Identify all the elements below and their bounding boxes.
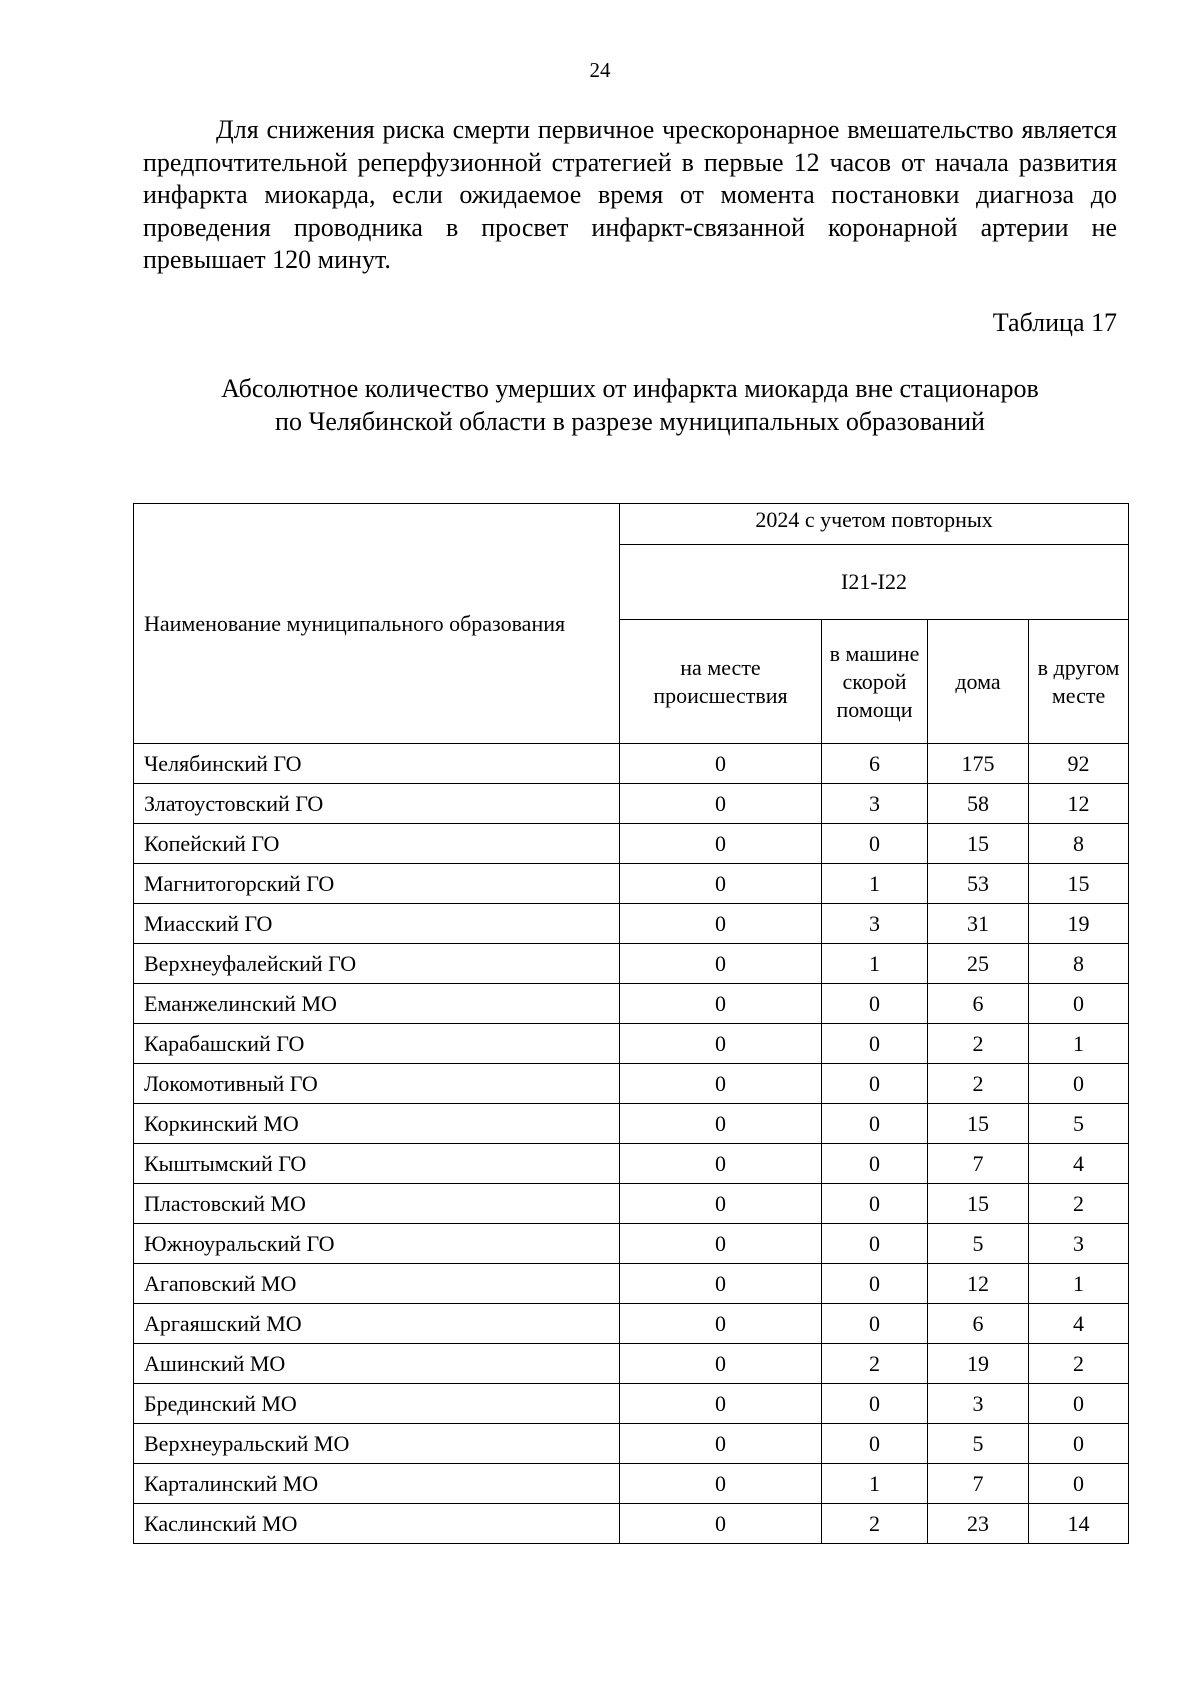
municipality-name: Пластовский МО: [134, 1184, 620, 1224]
cell-ambulance: 1: [822, 1464, 928, 1504]
cell-home: 53: [928, 864, 1029, 904]
cell-other-place: 14: [1029, 1504, 1129, 1544]
cell-home: 15: [928, 1184, 1029, 1224]
cell-other-place: 5: [1029, 1104, 1129, 1144]
table-title-line-2: по Челябинской области в разрезе муниципальных образований: [275, 407, 985, 436]
municipality-name: Карталинский МО: [134, 1464, 620, 1504]
cell-ambulance: 1: [822, 864, 928, 904]
cell-home: 15: [928, 1104, 1029, 1144]
table-row: [134, 1304, 1129, 1344]
table-row: [134, 1224, 1129, 1264]
cell-on-site: 0: [620, 944, 822, 984]
municipality-name: Верхнеуфалейский ГО: [134, 944, 620, 984]
cell-other-place: 4: [1029, 1144, 1129, 1184]
cell-home: 2: [928, 1064, 1029, 1104]
municipality-name: Аргаяшский МО: [134, 1304, 620, 1344]
municipality-name: Еманжелинский МО: [134, 984, 620, 1024]
municipality-name: Миасский ГО: [134, 904, 620, 944]
table-row: [134, 1184, 1129, 1224]
table-body: [134, 744, 1129, 1544]
cell-on-site: 0: [620, 1224, 822, 1264]
cell-home: 7: [928, 1464, 1029, 1504]
cell-on-site: 0: [620, 1384, 822, 1424]
cell-on-site: 0: [620, 1024, 822, 1064]
cell-on-site: 0: [620, 784, 822, 824]
cell-home: 7: [928, 1144, 1029, 1184]
municipality-name: Каслинский МО: [134, 1504, 620, 1544]
cell-ambulance: 2: [822, 1504, 928, 1544]
cell-ambulance: 0: [822, 824, 928, 864]
cell-ambulance: 0: [822, 1264, 928, 1304]
table-row: [134, 1504, 1129, 1544]
header-other-place: в другом месте: [1029, 620, 1129, 744]
cell-ambulance: 3: [822, 904, 928, 944]
table-row: [134, 784, 1129, 824]
cell-home: 15: [928, 824, 1029, 864]
header-ambulance: в машине скорой помощи: [822, 620, 928, 744]
cell-home: 58: [928, 784, 1029, 824]
municipality-name: Брединский МО: [134, 1384, 620, 1424]
table-row: [134, 1024, 1129, 1064]
cell-ambulance: 6: [822, 744, 928, 784]
cell-ambulance: 0: [822, 1064, 928, 1104]
cell-ambulance: 1: [822, 944, 928, 984]
cell-ambulance: 0: [822, 1304, 928, 1344]
municipality-name: Златоустовский ГО: [134, 784, 620, 824]
cell-other-place: 4: [1029, 1304, 1129, 1344]
cell-other-place: 92: [1029, 744, 1129, 784]
municipality-name: Кыштымский ГО: [134, 1144, 620, 1184]
municipality-name: Челябинский ГО: [134, 744, 620, 784]
cell-on-site: 0: [620, 1264, 822, 1304]
header-icd-code: I21-I22: [620, 545, 1129, 620]
header-home: дома: [928, 620, 1029, 744]
cell-other-place: 19: [1029, 904, 1129, 944]
cell-other-place: 0: [1029, 1424, 1129, 1464]
table-row: [134, 1344, 1129, 1384]
cell-other-place: 1: [1029, 1024, 1129, 1064]
cell-on-site: 0: [620, 1144, 822, 1184]
cell-other-place: 2: [1029, 1344, 1129, 1384]
cell-home: 25: [928, 944, 1029, 984]
mortality-table: [133, 503, 1129, 1544]
cell-on-site: 0: [620, 1424, 822, 1464]
municipality-name: Магнитогорский ГО: [134, 864, 620, 904]
table-row: [134, 1264, 1129, 1304]
table-label: Таблица 17: [992, 308, 1117, 337]
cell-ambulance: 0: [822, 1184, 928, 1224]
table-row: [134, 1064, 1129, 1104]
table-row: [134, 1384, 1129, 1424]
cell-ambulance: 0: [822, 1224, 928, 1264]
table-row: [134, 1144, 1129, 1184]
header-on-site: на месте происшествия: [620, 620, 822, 744]
cell-ambulance: 0: [822, 984, 928, 1024]
table-row: [134, 744, 1129, 784]
cell-home: 19: [928, 1344, 1029, 1384]
table-row: [134, 1104, 1129, 1144]
cell-home: 23: [928, 1504, 1029, 1544]
cell-home: 5: [928, 1224, 1029, 1264]
cell-ambulance: 0: [822, 1024, 928, 1064]
cell-ambulance: 0: [822, 1424, 928, 1464]
cell-ambulance: 2: [822, 1344, 928, 1384]
cell-on-site: 0: [620, 1304, 822, 1344]
cell-other-place: 12: [1029, 784, 1129, 824]
cell-on-site: 0: [620, 1464, 822, 1504]
header-row-year: [134, 504, 1129, 545]
cell-other-place: 8: [1029, 944, 1129, 984]
cell-ambulance: 0: [822, 1104, 928, 1144]
table-row: [134, 944, 1129, 984]
cell-home: 6: [928, 984, 1029, 1024]
cell-on-site: 0: [620, 1064, 822, 1104]
table-row: [134, 1424, 1129, 1464]
table-row: [134, 904, 1129, 944]
cell-home: 31: [928, 904, 1029, 944]
municipality-name: Копейский ГО: [134, 824, 620, 864]
cell-home: 12: [928, 1264, 1029, 1304]
municipality-name: Локомотивный ГО: [134, 1064, 620, 1104]
intro-paragraph: Для снижения риска смерти первичное чрескоронарное вмешательство является предпочтительной реперфузионной стратегией в первые 12 часов от начала развития инфаркта миокарда, если ожидаемое время от момента постановки диагноза до проведения проводника в просвет инфаркт-связанной коронарной артерии не превышает 120 минут.: [143, 115, 1117, 274]
cell-other-place: 3: [1029, 1224, 1129, 1264]
cell-home: 3: [928, 1384, 1029, 1424]
cell-on-site: 0: [620, 904, 822, 944]
cell-home: 175: [928, 744, 1029, 784]
municipality-name: Коркинский МО: [134, 1104, 620, 1144]
table-title: [143, 372, 1117, 438]
cell-other-place: 0: [1029, 1064, 1129, 1104]
table-title-line-1: Абсолютное количество умерших от инфаркта миокарда вне стационаров: [221, 374, 1039, 403]
cell-other-place: 15: [1029, 864, 1129, 904]
cell-on-site: 0: [620, 1504, 822, 1544]
municipality-name: Карабашский ГО: [134, 1024, 620, 1064]
cell-ambulance: 0: [822, 1144, 928, 1184]
cell-ambulance: 3: [822, 784, 928, 824]
municipality-name: Ашинский МО: [134, 1344, 620, 1384]
cell-home: 2: [928, 1024, 1029, 1064]
cell-on-site: 0: [620, 824, 822, 864]
cell-home: 6: [928, 1304, 1029, 1344]
cell-other-place: 0: [1029, 1464, 1129, 1504]
cell-other-place: 0: [1029, 1384, 1129, 1424]
header-year-group: 2024 с учетом повторных: [620, 504, 1129, 545]
cell-home: 5: [928, 1424, 1029, 1464]
cell-on-site: 0: [620, 1184, 822, 1224]
cell-other-place: 0: [1029, 984, 1129, 1024]
table-row: [134, 984, 1129, 1024]
table-row: [134, 1464, 1129, 1504]
municipality-name: Верхнеуральский МО: [134, 1424, 620, 1464]
cell-on-site: 0: [620, 1104, 822, 1144]
cell-on-site: 0: [620, 1344, 822, 1384]
page-number: 24: [589, 58, 611, 82]
cell-on-site: 0: [620, 744, 822, 784]
cell-ambulance: 0: [822, 1384, 928, 1424]
cell-other-place: 2: [1029, 1184, 1129, 1224]
cell-other-place: 1: [1029, 1264, 1129, 1304]
header-municipality: Наименование муниципального образования: [134, 504, 620, 744]
table-row: [134, 824, 1129, 864]
cell-on-site: 0: [620, 864, 822, 904]
municipality-name: Агаповский МО: [134, 1264, 620, 1304]
table-row: [134, 864, 1129, 904]
cell-on-site: 0: [620, 984, 822, 1024]
cell-other-place: 8: [1029, 824, 1129, 864]
municipality-name: Южноуральский ГО: [134, 1224, 620, 1264]
